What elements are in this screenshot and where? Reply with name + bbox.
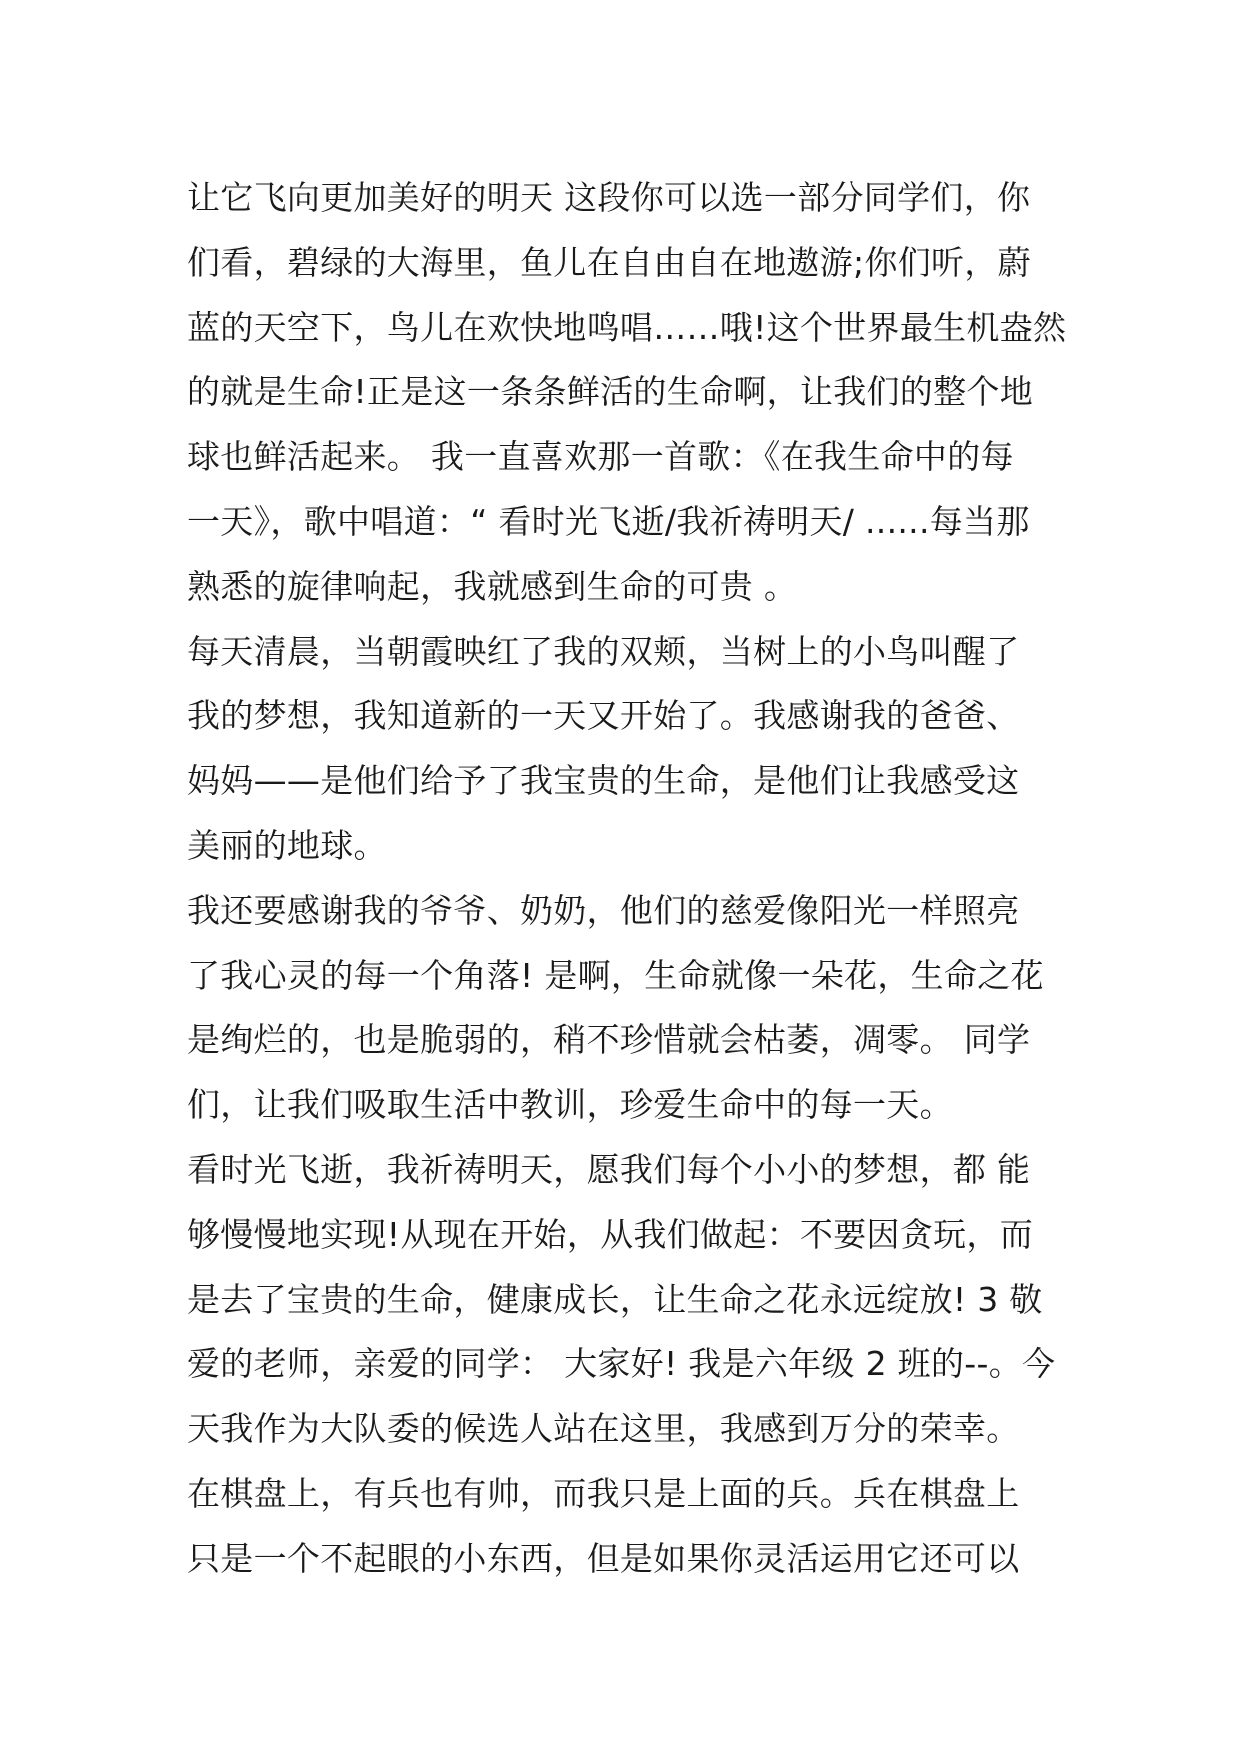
text-line: 们，让我们吸取生活中教训，珍爱生命中的每一天。 [187, 1085, 953, 1125]
text-line: 每天清晨，当朝霞映红了我的双颊，当树上的小鸟叫醒了 [187, 631, 1020, 671]
text-line: 们看，碧绿的大海里，鱼儿在自由自在地遨游;你们听，蔚 [187, 242, 1031, 282]
text-line: 是绚烂的，也是脆弱的，稍不珍惜就会枯萎，凋零。 同学 [187, 1020, 1031, 1060]
document-body [187, 166, 1067, 1592]
text-line: 我还要感谢我的爷爷、奶奶，他们的慈爱像阳光一样照亮 [187, 890, 1020, 930]
text-line: 在棋盘上，有兵也有帅，而我只是上面的兵。兵在棋盘上 [187, 1473, 1020, 1513]
text-line: 看时光飞逝，我祈祷明天，愿我们每个小小的梦想，都 能 [187, 1149, 1031, 1189]
text-line: 妈妈——是他们给予了我宝贵的生命，是他们让我感受这 [187, 761, 1020, 801]
text-line: 让它飞向更加美好的明天 这段你可以选一部分同学们，你 [187, 178, 1031, 217]
text-line: 的就是生命!正是这一条条鲜活的生命啊，让我们的整个地 [187, 372, 1034, 412]
text-line: 一天》，歌中唱道：“ 看时光飞逝/我祈祷明天/ ......每当那 [187, 501, 1030, 541]
text-line: 我的梦想，我知道新的一天又开始了。我感谢我的爸爸、 [187, 696, 1020, 736]
text-line: 爱的老师，亲爱的同学： 大家好! 我是六年级 2 班的--。今 [187, 1344, 1056, 1384]
text-line: 只是一个不起眼的小东西，但是如果你灵活运用它还可以 [187, 1538, 1020, 1578]
text-line: 够慢慢地实现!从现在开始，从我们做起：不要因贪玩，而 [187, 1214, 1034, 1254]
text-line: 是去了宝贵的生命，健康成长，让生命之花永远绽放! 3 敬 [187, 1279, 1043, 1319]
text-line: 蓝的天空下，鸟儿在欢快地鸣唱……哦!这个世界最生机盎然 [187, 307, 1067, 347]
text-line: 天我作为大队委的候选人站在这里，我感到万分的荣幸。 [187, 1409, 1020, 1449]
text-line: 熟悉的旋律响起，我就感到生命的可贵 。 [187, 566, 798, 606]
text-line: 球也鲜活起来。 我一直喜欢那一首歌：《在我生命中的每 [187, 437, 1014, 477]
text-line: 美丽的地球。 [187, 825, 387, 865]
text-line: 了我心灵的每一个角落! 是啊，生命就像一朵花，生命之花 [187, 955, 1044, 995]
